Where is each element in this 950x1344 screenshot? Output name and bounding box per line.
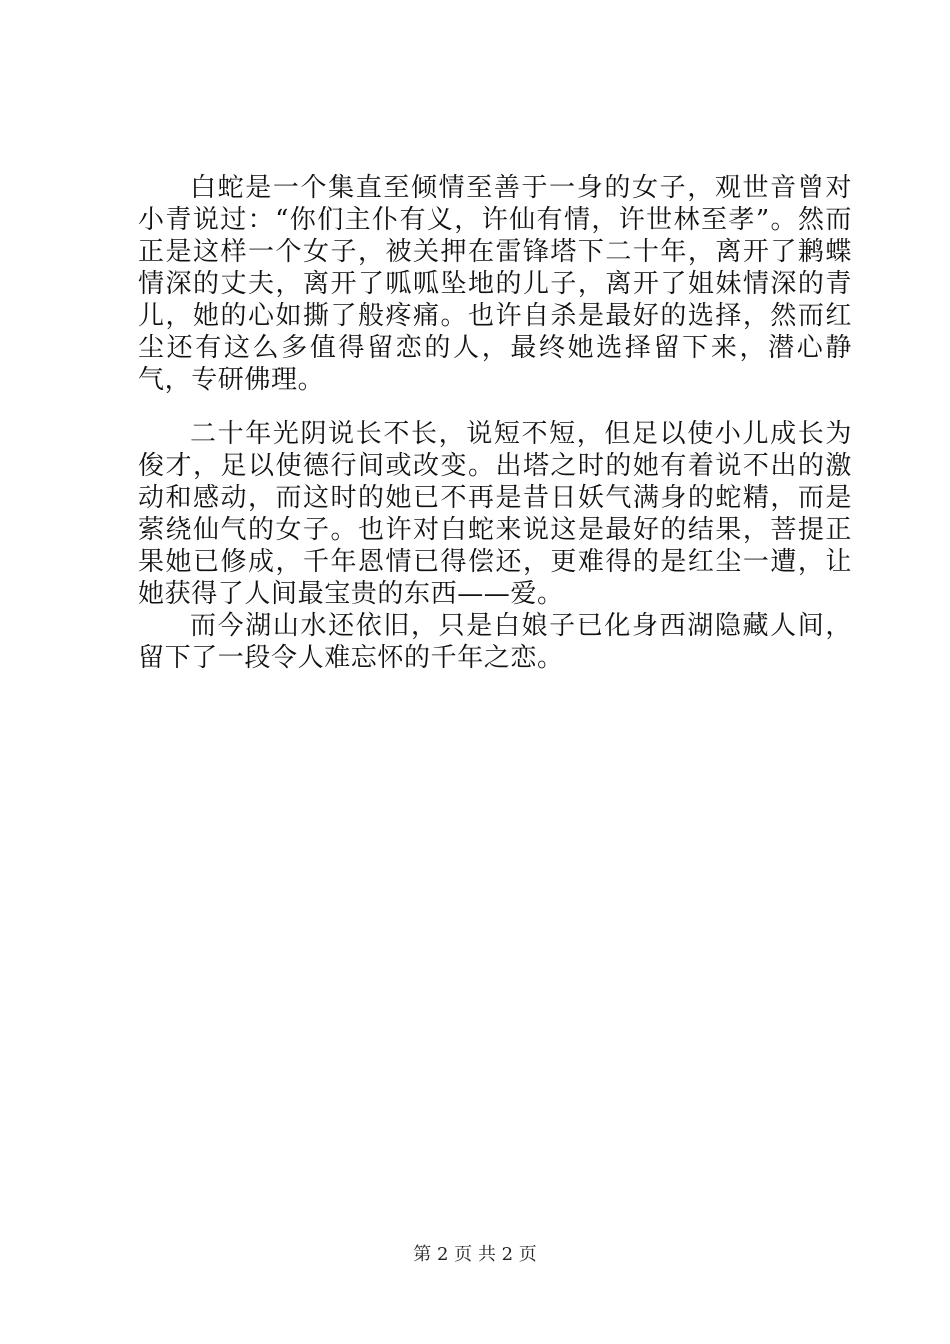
paragraph-1: 白蛇是一个集直至倾情至善于一身的女子，观世音曾对小青说过：“你们主仆有义，许仙有情，许世林至孝”。然而正是这样一个女子，被关押在雷锋塔下二十年，离开了鹣蝶情深的丈夫，离开了呱呱坠地的儿子，离开了姐妹情深的青儿，她的心如撕了般疼痛。也许自杀是最好的选择，然而红尘还有这么多值得留恋的人，最终她选择留下来，潜心静气，专研佛理。 <box>138 173 852 395</box>
paragraph-2: 二十年光阴说长不长，说短不短，但足以使小儿成长为俊才，足以使德行间或改变。出塔之时的她有着说不出的激动和感动，而这时的她已不再是昔日妖气满身的蛇精，而是萦绕仙气的女子。也许对白蛇来说这是最好的结果，菩提正果她已修成，千年恩情已得偿还，更难得的是红尘一遭，让她获得了人间最宝贵的东西——爱。 <box>138 419 852 609</box>
document-body <box>138 172 852 674</box>
paragraph-3: 而今湖山水还依旧，只是白娘子已化身西湖隐藏人间，留下了一段令人难忘怀的千年之恋。 <box>138 611 852 673</box>
page-footer: 第 2 页 共 2 页 <box>413 1244 537 1265</box>
